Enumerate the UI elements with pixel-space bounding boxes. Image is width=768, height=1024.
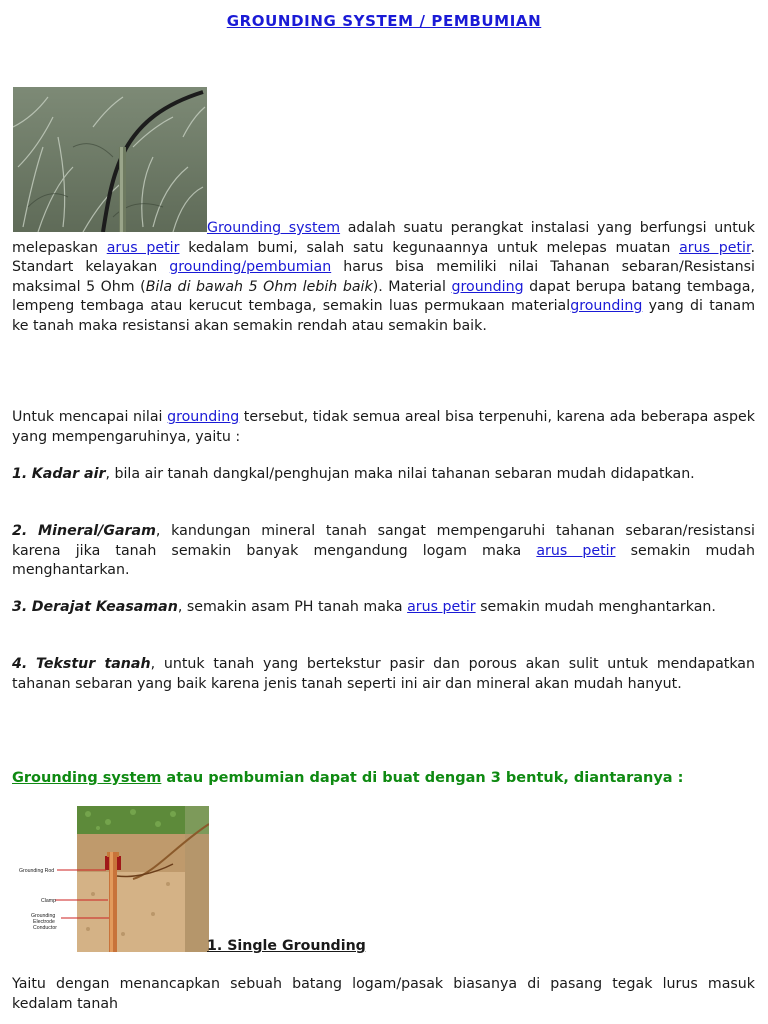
- factor-name: Mineral/Garam: [38, 523, 156, 539]
- link-grounding-system[interactable]: Grounding system: [12, 770, 162, 786]
- diagram-label-conductor: Electrode: [33, 919, 55, 925]
- diagram-label-conductor: Conductor: [33, 925, 57, 931]
- link-arus-petir[interactable]: arus petir: [407, 599, 476, 615]
- list-item: 2. Mineral/Garam, kandungan mineral tanah sangat mempengaruhi tahanan sebaran/resistansi karena jika tanah semakin banyak mengandung logam maka arus petir semakin mudah menghantarkan.: [12, 523, 755, 578]
- diagram-label-clamp: Clamp: [41, 898, 56, 904]
- link-grounding[interactable]: grounding: [570, 298, 643, 314]
- list-item: 4. Tekstur tanah, untuk tanah yang bertekstur pasir dan porous akan sulit untuk mendapatkan tahanan sebaran yang baik karena jenis tanah seperti ini air dan mineral akan mudah hanyut.: [12, 656, 755, 692]
- aspects-paragraph: Untuk mencapai nilai grounding tersebut, tidak semua areal bisa terpenuhi, karena ada beberapa aspek yang mempengaruhinya, yaitu :: [12, 409, 755, 445]
- link-arus-petir[interactable]: arus petir: [106, 239, 180, 256]
- diagram-label-conductor: Grounding: [31, 913, 56, 919]
- diagram-label-rod: Grounding Rod: [19, 868, 55, 874]
- forms-heading: Grounding system atau pembumian dapat di buat dengan 3 bentuk, diantaranya :: [12, 770, 684, 786]
- factor-name: Kadar air: [31, 466, 106, 482]
- factor-name: Tekstur tanah: [36, 656, 151, 672]
- link-arus-petir[interactable]: arus petir: [536, 542, 616, 559]
- link-grounding[interactable]: grounding: [451, 278, 524, 295]
- single-grounding-diagram: [13, 804, 209, 952]
- single-grounding-heading: 1. Single Grounding: [207, 938, 366, 954]
- grounding-rod-photo: [13, 87, 207, 232]
- list-item: 3. Derajat Keasaman, semakin asam PH tanah maka arus petir semakin mudah menghantarkan.: [12, 599, 716, 615]
- factor-name: Derajat Keasaman: [31, 599, 178, 615]
- link-grounding-system[interactable]: Grounding system: [207, 220, 341, 236]
- link-arus-petir[interactable]: arus petir: [679, 239, 751, 256]
- intro-paragraph: Grounding system adalah suatu perangkat instalasi yang berfungsi untuk melepaskan arus petir kedalam bumi, salah satu kegunaannya untuk melepas muatan arus petir. Standart kelayakan grounding/pembumian harus bisa memiliki nilai Tahanan sebaran/Resistansi maksimal 5 Ohm (Bila di bawah 5 Ohm lebih baik). Material grounding dapat berupa batang tembaga, lempeng tembaga atau kerucut tembaga, semakin luas permukaan materialgrounding yang di tanam ke tanah maka resistansi akan semakin rendah atau semakin baik.: [12, 220, 756, 334]
- link-grounding-pembumian[interactable]: grounding/pembumian: [169, 259, 332, 275]
- list-item: 1. Kadar air, bila air tanah dangkal/penghujan maka nilai tahanan sebaran mudah didapatkan.: [12, 466, 695, 482]
- link-grounding[interactable]: grounding: [167, 409, 240, 425]
- page-title: GROUNDING SYSTEM / PEMBUMIAN: [226, 12, 542, 30]
- single-grounding-description: Yaitu dengan menancapkan sebuah batang logam/pasak biasanya di pasang tegak lurus masuk kedalam tanah: [12, 976, 755, 1012]
